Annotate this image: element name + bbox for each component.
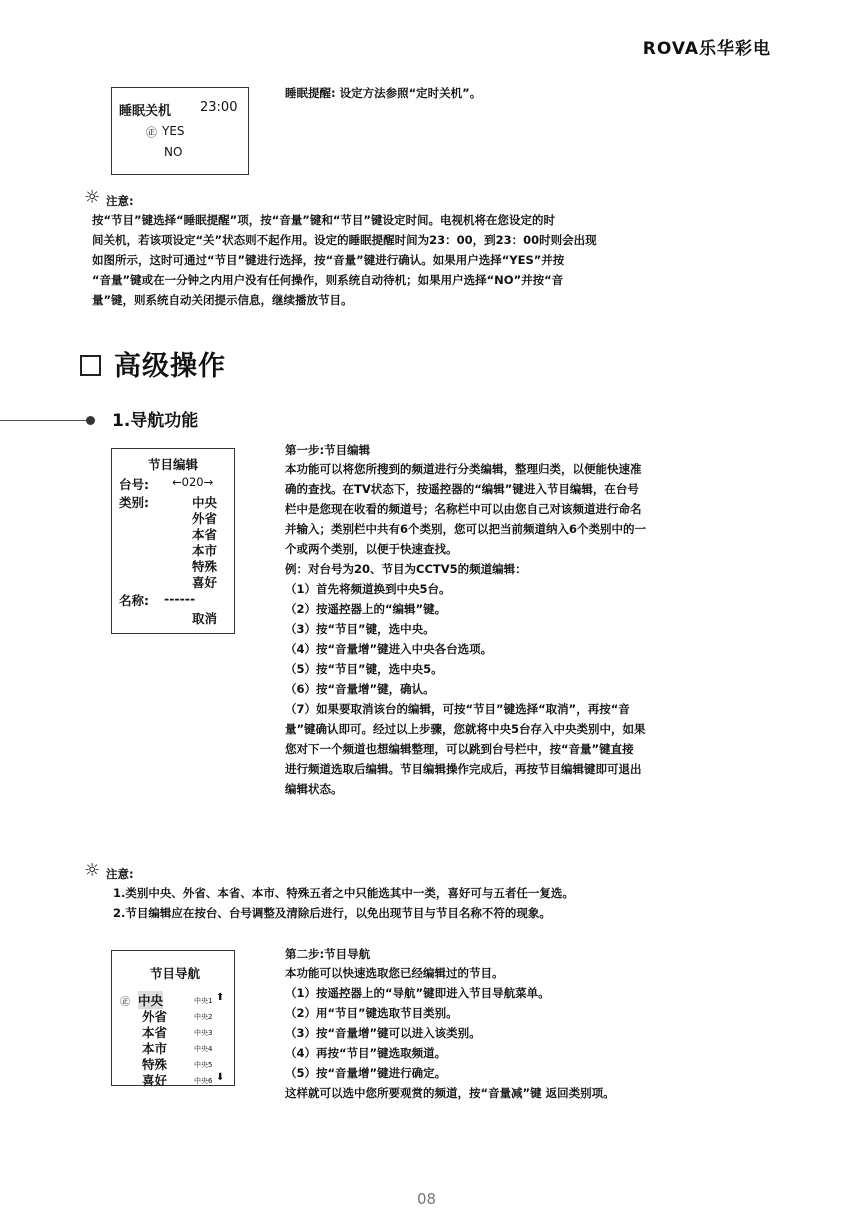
category-item: 喜好 <box>192 575 218 590</box>
nav-category-item: 外省 <box>142 1009 168 1024</box>
program-edit-osd <box>111 448 235 634</box>
step2-line: 这样就可以选中您所要观赏的频道，按“音量减”键 返回类别项。 <box>285 1086 615 1100</box>
step2-line: （4）再按“节目”键选取频道。 <box>285 1046 447 1060</box>
nav-channel-item: 中央5 <box>194 1061 213 1069</box>
category-label: 类别: <box>119 495 149 510</box>
sleep-off-time: 23:00 <box>200 100 238 115</box>
step1-line: 例：对台号为20、节目为CCTV5的频道编辑： <box>285 562 527 576</box>
cancel-item: 取消 <box>192 611 218 626</box>
step1-line: 确的查找。在TV状态下，按遥控器的“编辑”键进入节目编辑，在台号 <box>285 482 639 496</box>
selector-icon: ㊣ <box>120 997 130 1008</box>
step1-line: （6）按“音量增”键，确认。 <box>285 682 435 696</box>
step1-line: 您对下一个频道也想编辑整理，可以跳到台号栏中，按“音量”键直接 <box>285 742 634 756</box>
step1-line: 量”键确认即可。经过以上步骤，您就将中央5台存入中央类别中，如果 <box>285 722 646 736</box>
step1-line: 栏中是您现在收看的频道号；名称栏中可以由您自己对该频道进行命名 <box>285 502 642 516</box>
sleep-tip <box>285 83 481 103</box>
bullet-dot-icon <box>86 416 95 425</box>
edit-title: 节目编辑 <box>148 457 199 472</box>
brand-logo: ROVA乐华彩电 <box>642 39 771 59</box>
step2-line: 本功能可以快速选取您已经编辑过的节目。 <box>285 966 504 980</box>
category-item: 中央 <box>192 495 218 510</box>
sun-icon: ☼ <box>84 187 101 208</box>
channel-label: 台号: <box>119 477 149 492</box>
sun-icon: ☼ <box>84 860 101 881</box>
arrow-up-icon: ⬆ <box>216 992 225 1003</box>
nav-channel-item: 中央1 <box>194 997 213 1005</box>
note1-line: 如图所示，这时可通过“节目”键进行选择，按“音量”键进行确认。如果用户选择“YES”并按 <box>92 253 565 267</box>
step1-line: 进行频道选取后编辑。节目编辑操作完成后，再按节目编辑键即可退出 <box>285 762 642 776</box>
checkbox-square-icon <box>80 355 101 376</box>
section-heading <box>80 344 226 383</box>
step2-line: （1）按遥控器上的“导航”键即进入节目导航菜单。 <box>285 986 550 1000</box>
category-item: 本省 <box>192 527 218 542</box>
program-nav-osd <box>111 950 235 1086</box>
step1-title: 第一步:节目编辑 <box>285 443 371 457</box>
nav-category-item: 中央 <box>138 993 164 1008</box>
name-value: ------ <box>164 591 196 606</box>
step1-line: （4）按“音量增”键进入中央各台选项。 <box>285 642 493 656</box>
nav-title: 节目导航 <box>150 966 201 981</box>
note2-line: 2.节目编辑应在按台、台号调整及清除后进行，以免出现节目与节目名称不符的现象。 <box>113 906 551 920</box>
step1-body <box>285 459 785 799</box>
nav-channel-item: 中央2 <box>194 1013 213 1021</box>
note1-line: “音量”键或在一分钟之内用户没有任何操作，则系统自动待机；如果用户选择“NO”并按“音 <box>92 273 564 287</box>
nav-category-item: 特殊 <box>142 1057 168 1072</box>
sleep-off-title: 睡眠关机 <box>119 104 172 119</box>
option-yes: YES <box>162 124 185 138</box>
note2-body <box>113 883 793 923</box>
category-item: 本市 <box>192 543 218 558</box>
step2-title: 第二步:节目导航 <box>285 947 371 961</box>
step1-line: （1）首先将频道换到中央5台。 <box>285 582 451 596</box>
step1-line: （3）按“节目”键，选中央。 <box>285 622 435 636</box>
note1-line: 量”键，则系统自动关闭提示信息，继续播放节目。 <box>92 293 353 307</box>
name-label: 名称: <box>119 593 149 608</box>
category-item: 外省 <box>192 511 218 526</box>
step1-line: 个或两个类别，以便于快速查找。 <box>285 542 458 556</box>
option-no: NO <box>164 145 183 159</box>
sleep-tip-label: 睡眠提醒: <box>285 86 336 100</box>
nav-channel-item: 中央6 <box>194 1077 213 1085</box>
selector-icon: ㊣ <box>146 126 157 139</box>
arrow-down-icon: ⬇ <box>216 1072 225 1083</box>
page-number: 08 <box>416 1190 437 1208</box>
note2-label: 注意: <box>106 867 134 881</box>
subsection-title: 1.导航功能 <box>112 411 199 431</box>
nav-category-item: 喜好 <box>142 1073 168 1088</box>
sleep-tip-text: 设定方法参照“定时关机”。 <box>339 86 482 100</box>
step2-body <box>285 963 785 1103</box>
step1-line: 编辑状态。 <box>285 782 343 796</box>
step1-line: （2）按遥控器上的“编辑”键。 <box>285 602 447 616</box>
category-item: 特殊 <box>192 559 218 574</box>
nav-channel-item: 中央4 <box>194 1045 213 1053</box>
note1-body <box>92 210 782 310</box>
step2-line: （2）用“节目”键选取节目类别。 <box>285 1006 458 1020</box>
divider-line <box>0 420 88 421</box>
step2-line: （5）按“音量增”键进行确定。 <box>285 1066 447 1080</box>
nav-channel-item: 中央3 <box>194 1029 213 1037</box>
note1-line: 按“节目”键选择“睡眠提醒”项，按“音量”键和“节目”键设定时间。电视机将在您设定的时 <box>92 213 555 227</box>
nav-category-item: 本省 <box>142 1025 168 1040</box>
note1-line: 间关机，若该项设定“关”状态则不起作用。设定的睡眠提醒时间为23：00，到23：00时则会出现 <box>92 233 597 247</box>
step1-line: 本功能可以将您所搜到的频道进行分类编辑，整理归类，以便能快速准 <box>285 462 642 476</box>
section-title: 高级操作 <box>114 351 226 382</box>
nav-category-item: 本市 <box>142 1041 168 1056</box>
note1-label: 注意: <box>106 194 134 208</box>
sleep-off-osd <box>111 87 249 175</box>
note2-line: 1.类别中央、外省、本省、本市、特殊五者之中只能选其中一类，喜好可与五者任一复选。 <box>113 886 574 900</box>
step2-line: （3）按“音量增”键可以进入该类别。 <box>285 1026 481 1040</box>
step1-line: （5）按“节目”键，选中央5。 <box>285 662 443 676</box>
step1-line: （7）如果要取消该台的编辑，可按“节目”键选择“取消”，再按“音 <box>285 702 630 716</box>
channel-value: ←020→ <box>172 475 214 489</box>
step1-line: 并输入；类别栏中共有6个类别，您可以把当前频道纳入6个类别中的一 <box>285 522 646 536</box>
